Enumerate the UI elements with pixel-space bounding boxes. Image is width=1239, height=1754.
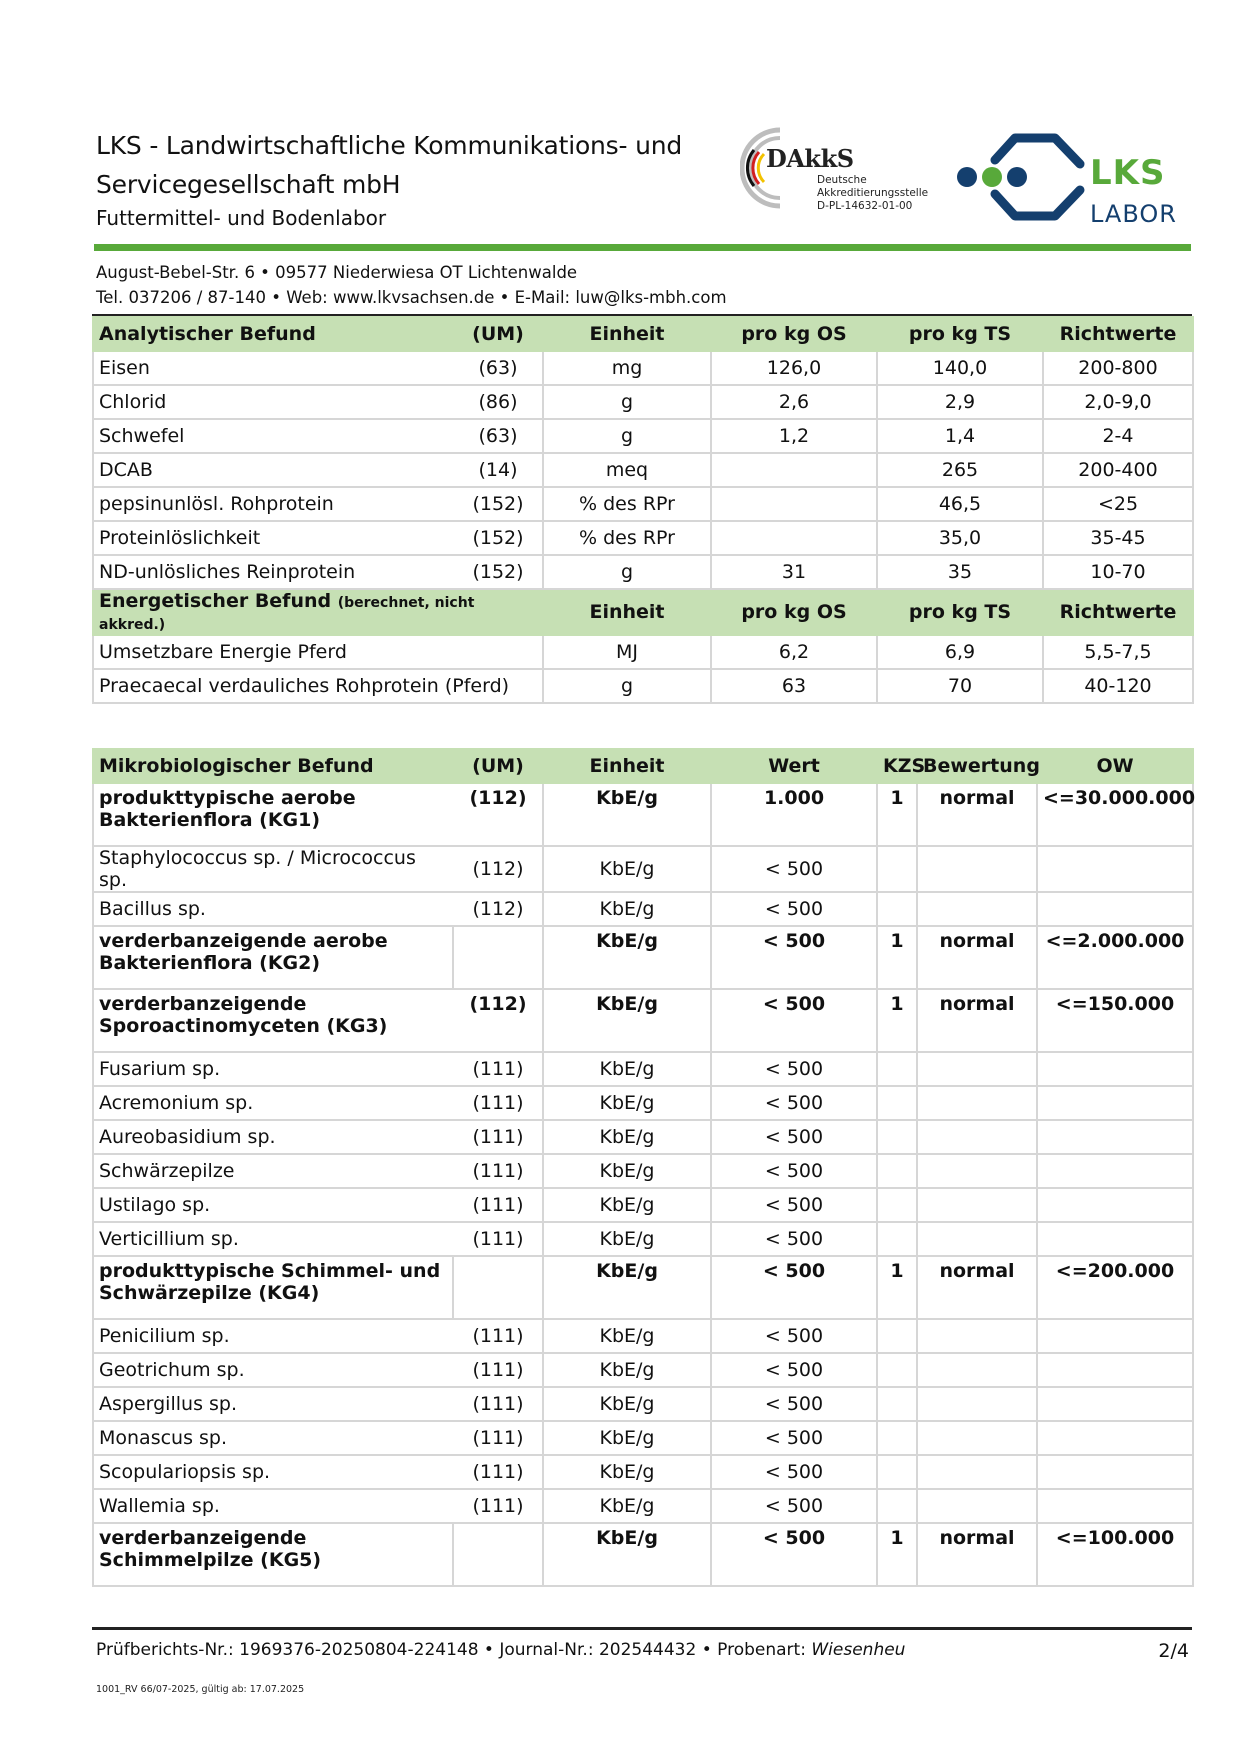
unit: g	[543, 555, 711, 589]
kzs: 1	[877, 1256, 917, 1319]
table-row	[93, 1086, 1193, 1120]
method-um: (152)	[453, 555, 543, 589]
ow-limit	[1037, 1353, 1193, 1387]
group-row	[93, 989, 1193, 1052]
rating	[917, 1489, 1037, 1523]
ow-limit	[1037, 892, 1193, 926]
method-um: (63)	[453, 419, 543, 453]
col-um: (UM)	[453, 317, 543, 351]
ow-limit: <=150.000	[1037, 989, 1193, 1052]
reference: <25	[1043, 487, 1193, 521]
method-um: (111)	[453, 1387, 543, 1421]
method-um: (63)	[453, 351, 543, 385]
table-row	[93, 1052, 1193, 1086]
value: < 500	[711, 1353, 877, 1387]
rating: normal	[917, 926, 1037, 989]
rating	[917, 892, 1037, 926]
analyte-name: Acremonium sp.	[93, 1086, 453, 1120]
unit: mg	[543, 351, 711, 385]
rating	[917, 1086, 1037, 1120]
value-os: 1,2	[711, 419, 877, 453]
reference: 35-45	[1043, 521, 1193, 555]
method-um: (111)	[453, 1188, 543, 1222]
value: < 500	[711, 1256, 877, 1319]
value: < 500	[711, 1052, 877, 1086]
value-ts: 2,9	[877, 385, 1043, 419]
method-um: (111)	[453, 1154, 543, 1188]
method-um	[453, 1523, 543, 1586]
unit: MJ	[543, 635, 711, 669]
ow-limit	[1037, 1188, 1193, 1222]
analyte-name: Wallemia sp.	[93, 1489, 453, 1523]
value-ts: 46,5	[877, 487, 1043, 521]
method-um: (111)	[453, 1353, 543, 1387]
unit: KbE/g	[543, 783, 711, 846]
analyte-name: Scopulariopsis sp.	[93, 1455, 453, 1489]
reference: 2,0-9,0	[1043, 385, 1193, 419]
ow-limit	[1037, 1120, 1193, 1154]
table-row	[93, 1319, 1193, 1353]
analyte-name: verderbanzeigende aerobe Bakterienflora (KG2)	[93, 926, 453, 989]
analytic-table	[92, 316, 1194, 704]
value-os: 63	[711, 669, 877, 703]
kzs	[877, 892, 917, 926]
method-um: (112)	[453, 989, 543, 1052]
rating: normal	[917, 1256, 1037, 1319]
ow-limit	[1037, 1319, 1193, 1353]
unit: KbE/g	[543, 1256, 711, 1319]
value: < 500	[711, 892, 877, 926]
col-micro: Mikrobiologischer Befund	[93, 749, 453, 783]
rating	[917, 1120, 1037, 1154]
analyte-name: Penicilium sp.	[93, 1319, 453, 1353]
unit: KbE/g	[543, 1455, 711, 1489]
analyte-name: Eisen	[93, 351, 453, 385]
analyte-name: ND-unlösliches Reinprotein	[93, 555, 453, 589]
energy-name: Umsetzbare Energie Pferd	[93, 635, 543, 669]
method-um	[453, 1256, 543, 1319]
report-numbers: Prüfberichts-Nr.: 1969376-20250804-224148 • Journal-Nr.: 202544432 • Probenart:	[96, 1640, 812, 1660]
method-um: (111)	[453, 1052, 543, 1086]
unit: KbE/g	[543, 1222, 711, 1256]
rating	[917, 846, 1037, 892]
analyte-name: Staphylococcus sp. / Micrococcus sp.	[93, 846, 453, 892]
analyte-name: Ustilago sp.	[93, 1188, 453, 1222]
rating	[917, 1455, 1037, 1489]
unit: KbE/g	[543, 1188, 711, 1222]
table-row	[93, 555, 1193, 589]
ow-limit	[1037, 1052, 1193, 1086]
analyte-name: Monascus sp.	[93, 1421, 453, 1455]
value-ts: 1,4	[877, 419, 1043, 453]
unit: KbE/g	[543, 1489, 711, 1523]
rating: normal	[917, 989, 1037, 1052]
contact-info: Tel. 037206 / 87-140 • Web: www.lkvsachsen.de • E-Mail: luw@lks-mbh.com	[96, 288, 727, 307]
analyte-name: produkttypische aerobe Bakterienflora (KG1)	[93, 783, 453, 846]
table-row	[93, 1353, 1193, 1387]
kzs: 1	[877, 926, 917, 989]
table-row	[93, 892, 1193, 926]
rating: normal	[917, 783, 1037, 846]
value: < 500	[711, 1523, 877, 1586]
kzs	[877, 1489, 917, 1523]
ow-limit	[1037, 1086, 1193, 1120]
reference: 5,5-7,5	[1043, 635, 1193, 669]
unit: % des RPr	[543, 487, 711, 521]
company-name-line2: Servicegesellschaft mbH	[96, 170, 401, 199]
analyte-name: produkttypische Schimmel- und Schwärzepilze (KG4)	[93, 1256, 453, 1319]
unit: KbE/g	[543, 1086, 711, 1120]
method-um: (112)	[453, 846, 543, 892]
ow-limit: <=2.000.000	[1037, 926, 1193, 989]
group-row	[93, 1523, 1193, 1586]
microbiology-table	[92, 748, 1194, 1587]
method-um: (14)	[453, 453, 543, 487]
unit: % des RPr	[543, 521, 711, 555]
ow-limit	[1037, 1387, 1193, 1421]
kzs	[877, 1188, 917, 1222]
lab-subtitle: Futtermittel- und Bodenlabor	[96, 206, 387, 230]
ow-limit: <=200.000	[1037, 1256, 1193, 1319]
ow-limit	[1037, 1421, 1193, 1455]
company-name-line1: LKS - Landwirtschaftliche Kommunikations- und	[96, 131, 683, 160]
table-row	[93, 635, 1193, 669]
energy-note: (berechnet, nicht akkred.)	[99, 595, 475, 633]
method-um: (152)	[453, 487, 543, 521]
dakks-accreditation-id: D-PL-14632-01-00	[817, 200, 913, 212]
table-row	[93, 1421, 1193, 1455]
unit: KbE/g	[543, 989, 711, 1052]
table-row	[93, 1188, 1193, 1222]
value: < 500	[711, 926, 877, 989]
method-um: (152)	[453, 521, 543, 555]
kzs: 1	[877, 783, 917, 846]
reference: 10-70	[1043, 555, 1193, 589]
table-row	[93, 1120, 1193, 1154]
col-reference: Richtwerte	[1043, 317, 1193, 351]
col-um: (UM)	[453, 749, 543, 783]
value-ts: 35,0	[877, 521, 1043, 555]
table-row	[93, 1455, 1193, 1489]
sample-type: Wiesenheu	[811, 1640, 906, 1660]
method-um: (111)	[453, 1455, 543, 1489]
kzs	[877, 1222, 917, 1256]
dakks-wordmark: DAkkS	[766, 144, 854, 173]
dakks-line2: Akkreditierungsstelle	[817, 187, 929, 199]
table-row	[93, 1489, 1193, 1523]
kzs	[877, 1319, 917, 1353]
kzs	[877, 1086, 917, 1120]
unit: g	[543, 385, 711, 419]
analyte-name: pepsinunlösl. Rohprotein	[93, 487, 453, 521]
col-per-kg-ts: pro kg TS	[877, 589, 1043, 635]
analytic-header-row	[93, 317, 1193, 351]
kzs	[877, 846, 917, 892]
group-row	[93, 783, 1193, 846]
table-row	[93, 1387, 1193, 1421]
kzs	[877, 1421, 917, 1455]
method-um: (111)	[453, 1086, 543, 1120]
col-per-kg-ts: pro kg TS	[877, 317, 1043, 351]
analyte-name: Bacillus sp.	[93, 892, 453, 926]
ow-limit: <=30.000.000	[1037, 783, 1193, 846]
unit: g	[543, 419, 711, 453]
energy-heading: Energetischer Befund	[99, 590, 332, 612]
analyte-name: Verticillium sp.	[93, 1222, 453, 1256]
lks-wordmark: LKS	[1090, 153, 1166, 193]
lks-labor-wordmark: LABOR	[1090, 200, 1177, 228]
value-os: 31	[711, 555, 877, 589]
rating	[917, 1154, 1037, 1188]
dakks-line1: Deutsche	[817, 174, 867, 186]
col-rating: Bewertung	[917, 749, 1037, 783]
table-row	[93, 351, 1193, 385]
value: < 500	[711, 1154, 877, 1188]
table-row	[93, 1154, 1193, 1188]
value: < 500	[711, 1455, 877, 1489]
value: < 500	[711, 1387, 877, 1421]
unit: KbE/g	[543, 846, 711, 892]
value-os: 6,2	[711, 635, 877, 669]
value-ts: 140,0	[877, 351, 1043, 385]
value: 1.000	[711, 783, 877, 846]
col-ow: OW	[1037, 749, 1193, 783]
reference: 2-4	[1043, 419, 1193, 453]
col-unit: Einheit	[543, 749, 711, 783]
unit: KbE/g	[543, 1523, 711, 1586]
form-reference: 1001_RV 66/07-2025, gültig ab: 17.07.2025	[96, 1684, 305, 1695]
lks-octagon-icon	[955, 120, 1090, 235]
method-um: (111)	[453, 1222, 543, 1256]
unit: KbE/g	[543, 1319, 711, 1353]
kzs: 1	[877, 1523, 917, 1586]
rating	[917, 1421, 1037, 1455]
method-um	[453, 926, 543, 989]
method-um: (111)	[453, 1120, 543, 1154]
reference: 200-800	[1043, 351, 1193, 385]
unit: KbE/g	[543, 1052, 711, 1086]
ow-limit	[1037, 1154, 1193, 1188]
analyte-name: Schwefel	[93, 419, 453, 453]
method-um: (86)	[453, 385, 543, 419]
value: < 500	[711, 1489, 877, 1523]
value: < 500	[711, 1222, 877, 1256]
analyte-name: Chlorid	[93, 385, 453, 419]
method-um: (111)	[453, 1489, 543, 1523]
energy-header-row	[93, 589, 1193, 635]
unit: KbE/g	[543, 926, 711, 989]
method-um: (111)	[453, 1319, 543, 1353]
value: < 500	[711, 989, 877, 1052]
value: < 500	[711, 1319, 877, 1353]
ow-limit	[1037, 1222, 1193, 1256]
value-os	[711, 521, 877, 555]
lks-labor-logo	[955, 120, 1195, 235]
kzs: 1	[877, 989, 917, 1052]
unit: KbE/g	[543, 1387, 711, 1421]
micro-header-row	[93, 749, 1193, 783]
value: < 500	[711, 1421, 877, 1455]
unit: KbE/g	[543, 1353, 711, 1387]
unit: g	[543, 669, 711, 703]
table-row	[93, 1222, 1193, 1256]
col-per-kg-os: pro kg OS	[711, 589, 877, 635]
col-unit: Einheit	[543, 317, 711, 351]
energy-name: Praecaecal verdauliches Rohprotein (Pferd)	[93, 669, 543, 703]
analyte-name: Proteinlöslichkeit	[93, 521, 453, 555]
kzs	[877, 1120, 917, 1154]
header-divider	[94, 244, 1191, 251]
value-os	[711, 487, 877, 521]
unit: KbE/g	[543, 1120, 711, 1154]
ow-limit	[1037, 1455, 1193, 1489]
analyte-name: Geotrichum sp.	[93, 1353, 453, 1387]
report-reference	[96, 1640, 905, 1660]
kzs	[877, 1052, 917, 1086]
analyte-name: Schwärzepilze	[93, 1154, 453, 1188]
unit: KbE/g	[543, 1154, 711, 1188]
kzs	[877, 1455, 917, 1489]
value: < 500	[711, 846, 877, 892]
analyte-name: Fusarium sp.	[93, 1052, 453, 1086]
col-per-kg-os: pro kg OS	[711, 317, 877, 351]
analyte-name: Aureobasidium sp.	[93, 1120, 453, 1154]
group-row	[93, 1256, 1193, 1319]
value-ts: 35	[877, 555, 1043, 589]
col-kzs: KZS	[877, 749, 917, 783]
kzs	[877, 1154, 917, 1188]
rating	[917, 1353, 1037, 1387]
ow-limit	[1037, 1489, 1193, 1523]
value-os: 2,6	[711, 385, 877, 419]
reference: 40-120	[1043, 669, 1193, 703]
table-row	[93, 521, 1193, 555]
unit: meq	[543, 453, 711, 487]
analyte-name: verderbanzeigende Schimmelpilze (KG5)	[93, 1523, 453, 1586]
unit: KbE/g	[543, 1421, 711, 1455]
table-row	[93, 385, 1193, 419]
group-row	[93, 926, 1193, 989]
ow-limit: <=100.000	[1037, 1523, 1193, 1586]
table-row	[93, 669, 1193, 703]
col-unit: Einheit	[543, 589, 711, 635]
col-reference: Richtwerte	[1043, 589, 1193, 635]
rating	[917, 1222, 1037, 1256]
rating: normal	[917, 1523, 1037, 1586]
value-os	[711, 453, 877, 487]
footer-divider	[92, 1627, 1192, 1630]
analyte-name: Aspergillus sp.	[93, 1387, 453, 1421]
dakks-logo	[740, 122, 940, 212]
table-row	[93, 453, 1193, 487]
value-ts: 6,9	[877, 635, 1043, 669]
analyte-name: verderbanzeigende Sporoactinomyceten (KG3)	[93, 989, 453, 1052]
company-name	[96, 126, 682, 204]
unit: KbE/g	[543, 892, 711, 926]
method-um: (111)	[453, 1421, 543, 1455]
address: August-Bebel-Str. 6 • 09577 Niederwiesa OT Lichtenwalde	[96, 263, 578, 282]
micro-body	[93, 783, 1196, 1586]
col-analytic: Analytischer Befund	[93, 317, 453, 351]
col-value: Wert	[711, 749, 877, 783]
table-row	[93, 419, 1193, 453]
rating	[917, 1319, 1037, 1353]
rating	[917, 1052, 1037, 1086]
col-energy	[93, 589, 543, 635]
rating	[917, 1387, 1037, 1421]
table-row	[93, 846, 1193, 892]
value: < 500	[711, 1086, 877, 1120]
page-number: 2/4	[1158, 1640, 1189, 1662]
value-os: 126,0	[711, 351, 877, 385]
rating	[917, 1188, 1037, 1222]
kzs	[877, 1387, 917, 1421]
ow-limit	[1037, 846, 1193, 892]
value-ts: 70	[877, 669, 1043, 703]
value: < 500	[711, 1120, 877, 1154]
reference: 200-400	[1043, 453, 1193, 487]
value-ts: 265	[877, 453, 1043, 487]
kzs	[877, 1353, 917, 1387]
value: < 500	[711, 1188, 877, 1222]
method-um: (112)	[453, 783, 543, 846]
analyte-name: DCAB	[93, 453, 453, 487]
method-um: (112)	[453, 892, 543, 926]
table-row	[93, 487, 1193, 521]
